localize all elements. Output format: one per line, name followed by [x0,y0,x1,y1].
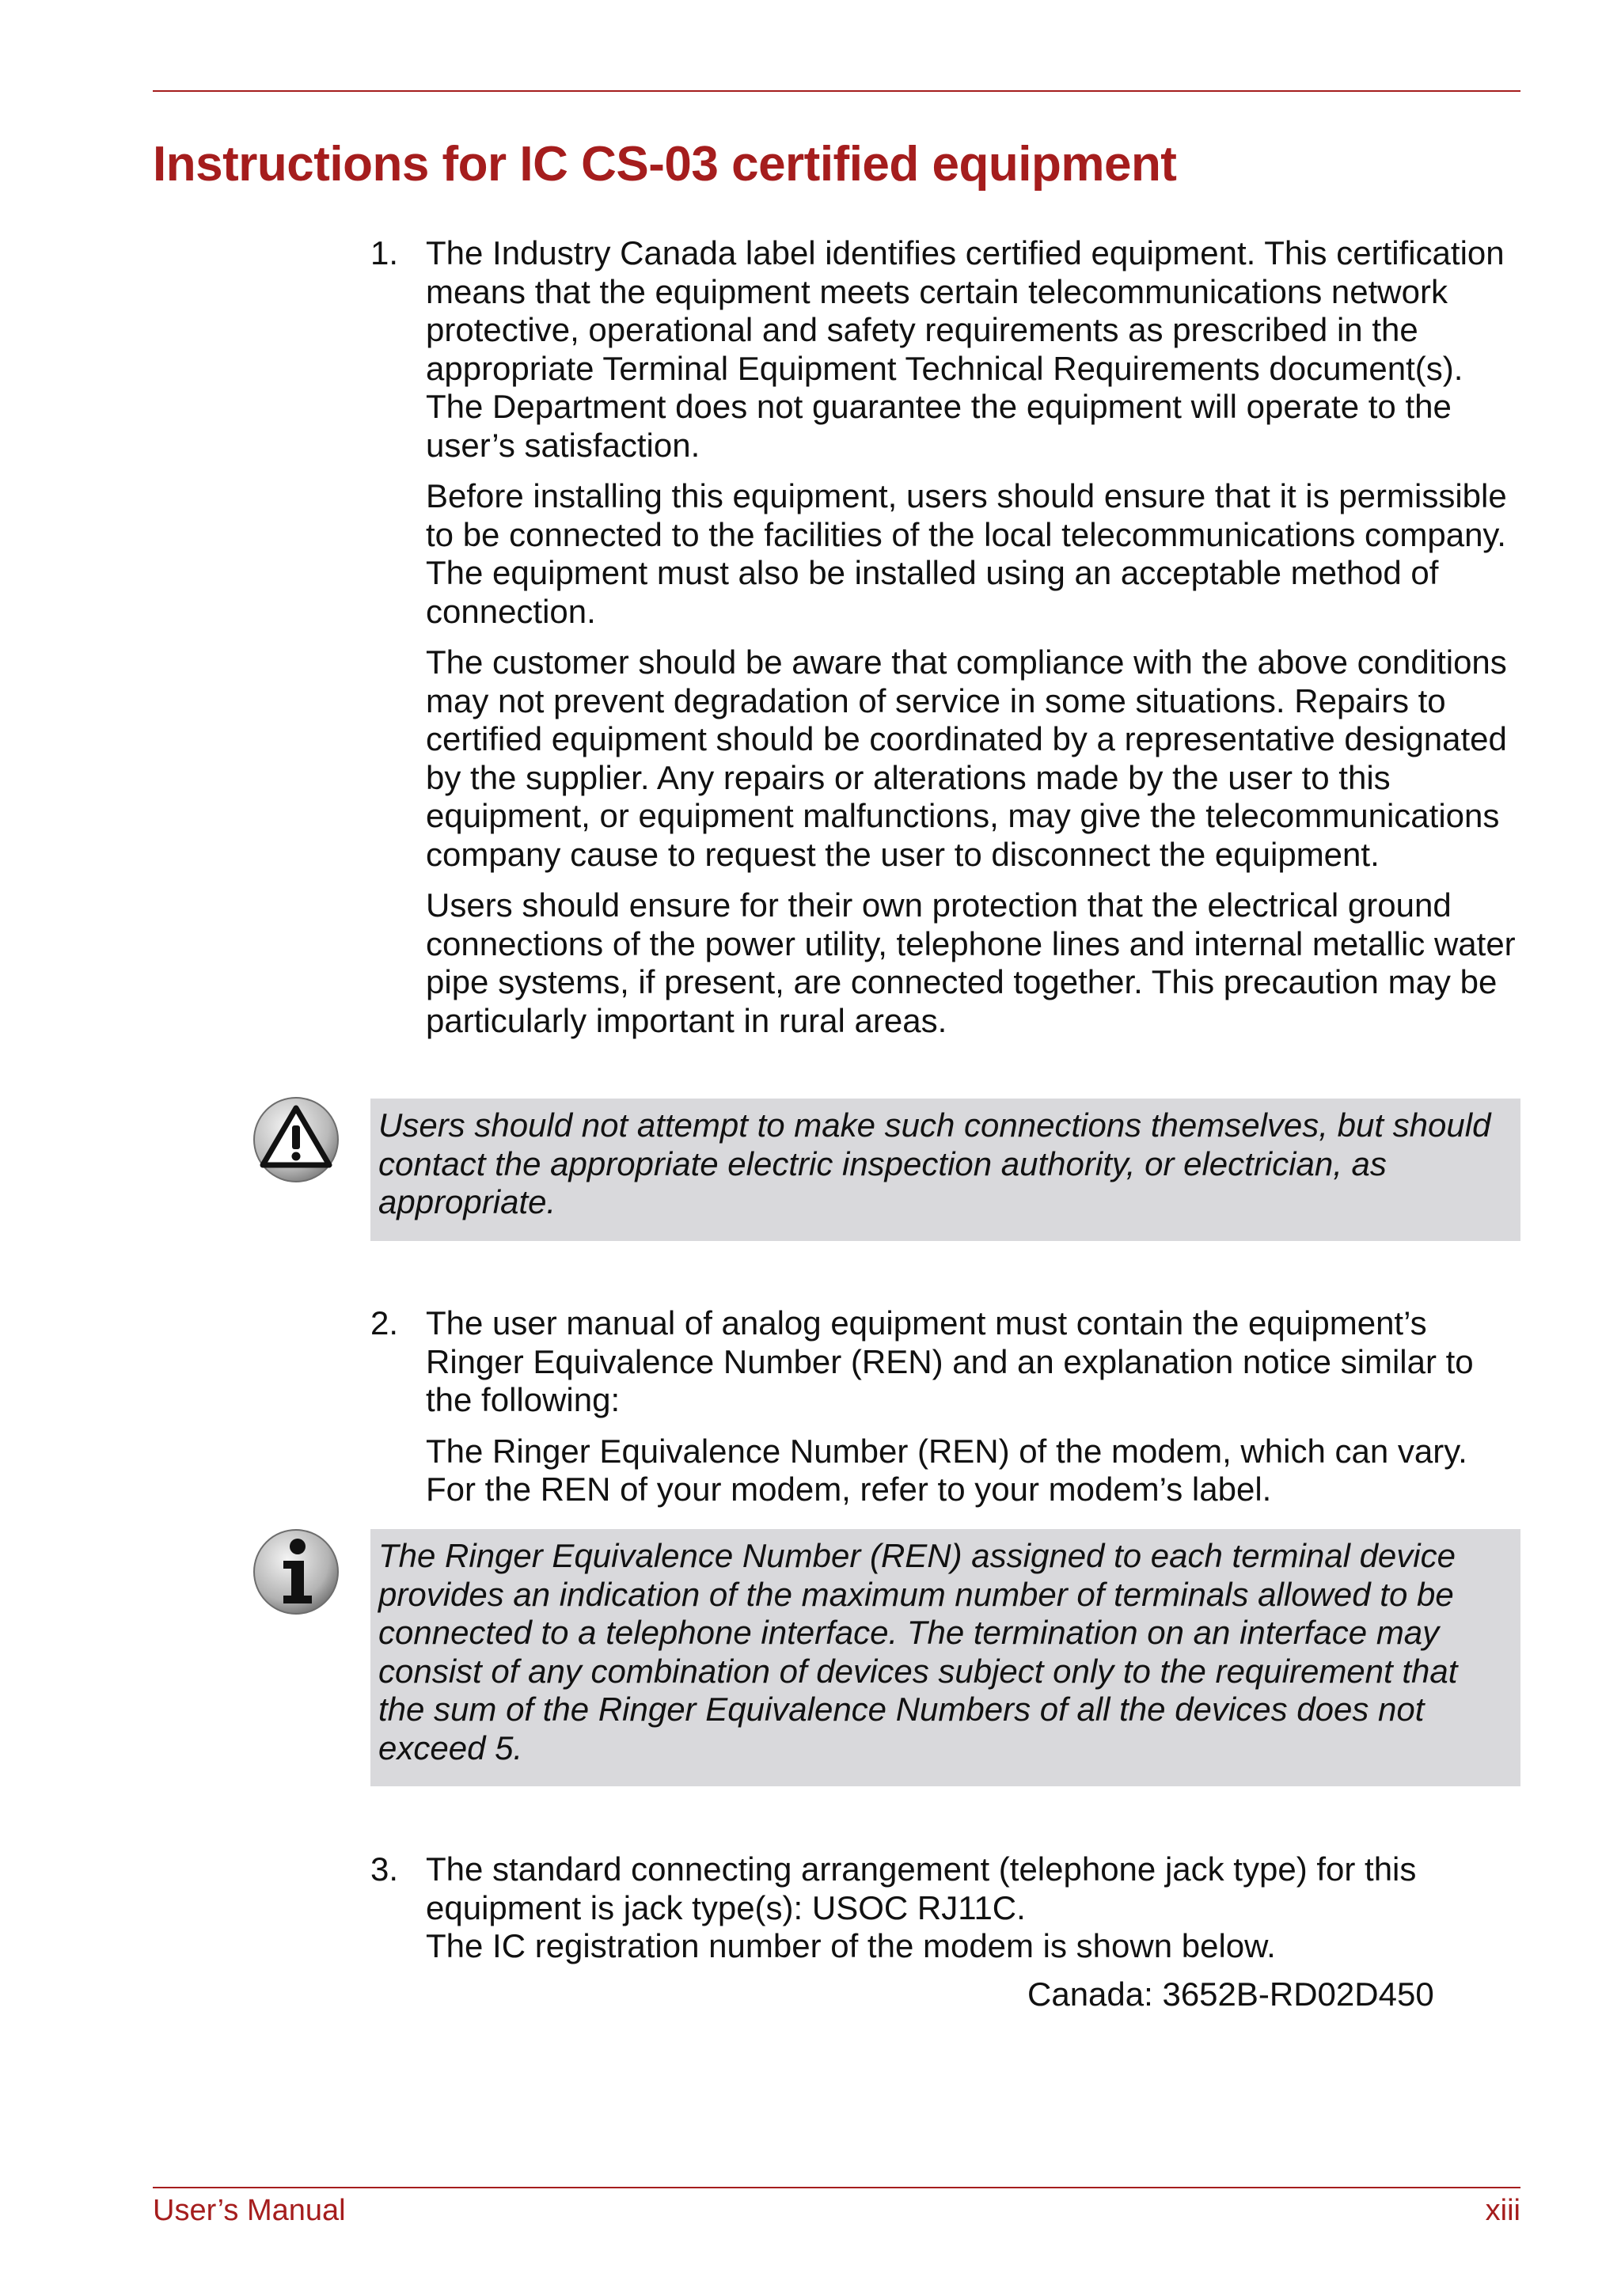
item-number: 3. [370,1850,399,1888]
item-paragraph: Users should ensure for their own protection that the electrical ground connections of the power utility, telephone lines and internal metallic water pipe systems, if present, are connected together. This precaution may be particularly important in rural areas. [426,886,1516,1039]
item-paragraph: The Ringer Equivalence Number (REN) of the modem, which can vary. For the REN of your modem, refer to your modem’s label. [426,1432,1467,1508]
warning-icon [252,1095,340,1184]
ic-registration-number: Canada: 3652B-RD02D450 [1027,1975,1434,2013]
footer-page-number: xiii [1485,2194,1520,2227]
item-paragraph: The IC registration number of the modem is shown below. [426,1927,1276,1964]
info-note-text: The Ringer Equivalence Number (REN) assigned to each terminal device provides an indication of the maximum number of terminals allowed to be connected to a telephone interface. The termination on an interface may consist of any combination of devices subject only to the requirement that the sum of the Ringer Equivalence Numbers of all the devices does not exceed 5. [378,1537,1458,1767]
info-icon [252,1528,340,1616]
page-title: Instructions for IC CS-03 certified equipment [153,137,1177,192]
list-item-1 [370,234,1526,1040]
item-paragraph: The user manual of analog equipment must contain the equipment’s Ringer Equivalence Number (REN) and an explanation notice similar to the following: [426,1304,1474,1418]
item-number: 1. [370,234,399,271]
header-rule [153,90,1520,92]
warning-note-text: Users should not attempt to make such connections themselves, but should contact the appropriate electric inspection authority, or electrician, as appropriate. [378,1106,1491,1220]
list-item-2 [370,1304,1526,1509]
info-note [370,1529,1520,1786]
item-number: 2. [370,1304,399,1342]
item-paragraph: The Industry Canada label identifies certified equipment. This certification means that the equipment meets certain telecommunications network protective, operational and safety requirements as prescribed in the appropriate Terminal Equipment Technical Requirements document(s). The Department does not guarantee the equipment will operate to the user’s satisfaction. [426,234,1505,464]
footer-manual-title: User’s Manual [153,2194,346,2227]
item-paragraph: Before installing this equipment, users should ensure that it is permissible to be connected to the facilities of the local telecommunications company. The equipment must also be installed using an acceptable method of connection. [426,477,1507,630]
footer-rule [153,2187,1520,2188]
list-item-3 [370,1850,1526,1966]
item-paragraph: The standard connecting arrangement (telephone jack type) for this equipment is jack type(s): USOC RJ11C. [426,1850,1417,1926]
item-paragraph: The customer should be aware that compliance with the above conditions may not prevent degradation of service in some situations. Repairs to certified equipment should be coordinated by a representative designated by the supplier. Any repairs or alterations made by the user to this equipment, or equipment malfunctions, may give the telecommunications company cause to request the user to disconnect the equipment. [426,643,1507,873]
warning-note [370,1099,1520,1241]
